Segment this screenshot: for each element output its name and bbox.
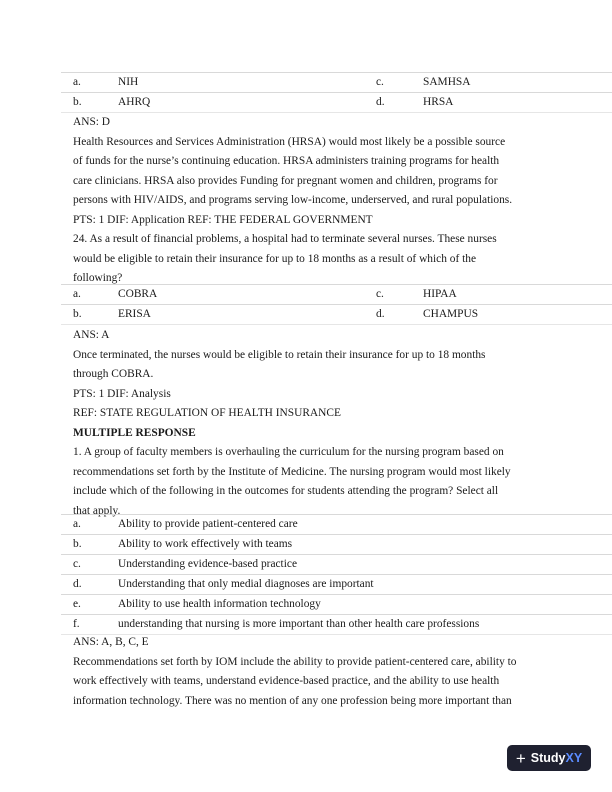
option-letter: c. [376,288,384,300]
question-stem-line: that apply. [73,504,121,517]
rationale-line: work effectively with teams, understand evidence-based practice, and the ability to use health [73,675,500,687]
q23-option-row [61,72,612,92]
option-letter: e. [73,598,81,610]
option-text: Ability to use health information technology [118,598,321,610]
question-stem-line: would be eligible to retain their insurance for up to 18 months as a result of which of the [73,252,476,265]
option-letter: f. [73,618,80,630]
question-stem-line: 24. As a result of financial problems, a hospital had to terminate several nurses. These nurses [73,233,497,245]
section-heading: MULTIPLE RESPONSE [73,426,196,439]
option-text: COBRA [118,288,158,300]
option-text: HRSA [423,96,454,108]
option-letter: c. [376,76,384,88]
q24-options-table [61,284,612,325]
q24-answer-block [73,326,553,521]
mr1-option-row [61,514,612,534]
option-text: Ability to provide patient-centered care [118,518,298,530]
answer-key: ANS: A [73,329,110,341]
rationale-line: information technology. There was no mention of any one profession being more important than [73,694,512,707]
q24-option-row [61,284,612,304]
question-metadata: PTS: 1 DIF: Application REF: THE FEDERAL GOVERNMENT [73,213,373,226]
option-text: CHAMPUS [423,308,479,320]
question-stem-line: 1. A group of faculty members is overhauling the curriculum for the nursing program based on [73,446,504,458]
option-text: SAMHSA [423,76,471,88]
question-metadata: PTS: 1 DIF: Analysis [73,387,171,400]
studyxy-logo [507,745,591,771]
mr1-options-table [61,514,612,635]
answer-key: ANS: A, B, C, E [73,636,149,648]
q23-option-row [61,92,612,113]
option-letter: b. [73,308,82,320]
answer-key: ANS: D [73,116,111,128]
option-letter: b. [73,96,82,108]
question-reference: REF: STATE REGULATION OF HEALTH INSURANCE [73,407,341,419]
option-text: Understanding that only medial diagnoses are important [118,578,374,590]
option-letter: a. [73,288,81,300]
option-text: Understanding evidence-based practice [118,558,298,570]
mr1-option-row [61,574,612,594]
rationale-line: persons with HIV/AIDS, and programs serving low-income, underserved, and rural populations. [73,194,513,206]
q24-option-row [61,304,612,325]
rationale-line: Once terminated, the nurses would be eligible to retain their insurance for up to 18 months [73,348,486,361]
option-letter: c. [73,558,81,570]
option-text: NIH [118,76,139,88]
option-letter: a. [73,518,81,530]
option-text: HIPAA [423,288,457,300]
option-letter: d. [376,308,385,320]
question-stem-line: following? [73,272,123,284]
option-text: understanding that nursing is more important than other health care professions [118,618,480,630]
plus-icon: + [515,748,526,768]
rationale-line: Recommendations set forth by IOM include the ability to provide patient-centered care, ability to [73,655,517,668]
option-letter: d. [376,96,385,108]
q23-answer-block [73,113,553,289]
mr1-option-row [61,594,612,614]
mr1-option-row [61,554,612,574]
logo-text-accent: XY [565,751,583,765]
question-stem-line: include which of the following in the outcomes for students attending the program? Select all [73,485,499,497]
rationale-line: of funds for the nurse’s continuing education. HRSA administers training programs for health [73,155,500,167]
rationale-line: through COBRA. [73,368,154,380]
option-letter: a. [73,76,81,88]
logo-text-main: Study [530,751,566,765]
option-letter: b. [73,538,82,550]
rationale-line: care clinicians. HRSA also provides Funding for pregnant women and children, programs for [73,174,498,187]
option-text: AHRQ [118,96,151,108]
mr1-option-row [61,614,612,635]
option-text: Ability to work effectively with teams [118,538,293,550]
question-stem-line: recommendations set forth by the Institute of Medicine. The nursing program would most likely [73,465,511,478]
option-text: ERISA [118,308,151,320]
mr1-option-row [61,534,612,554]
q23-options-table [61,72,612,113]
rationale-line: Health Resources and Services Administration (HRSA) would most likely be a possible source [73,135,506,148]
mr1-answer-block [73,633,553,711]
option-letter: d. [73,578,82,590]
